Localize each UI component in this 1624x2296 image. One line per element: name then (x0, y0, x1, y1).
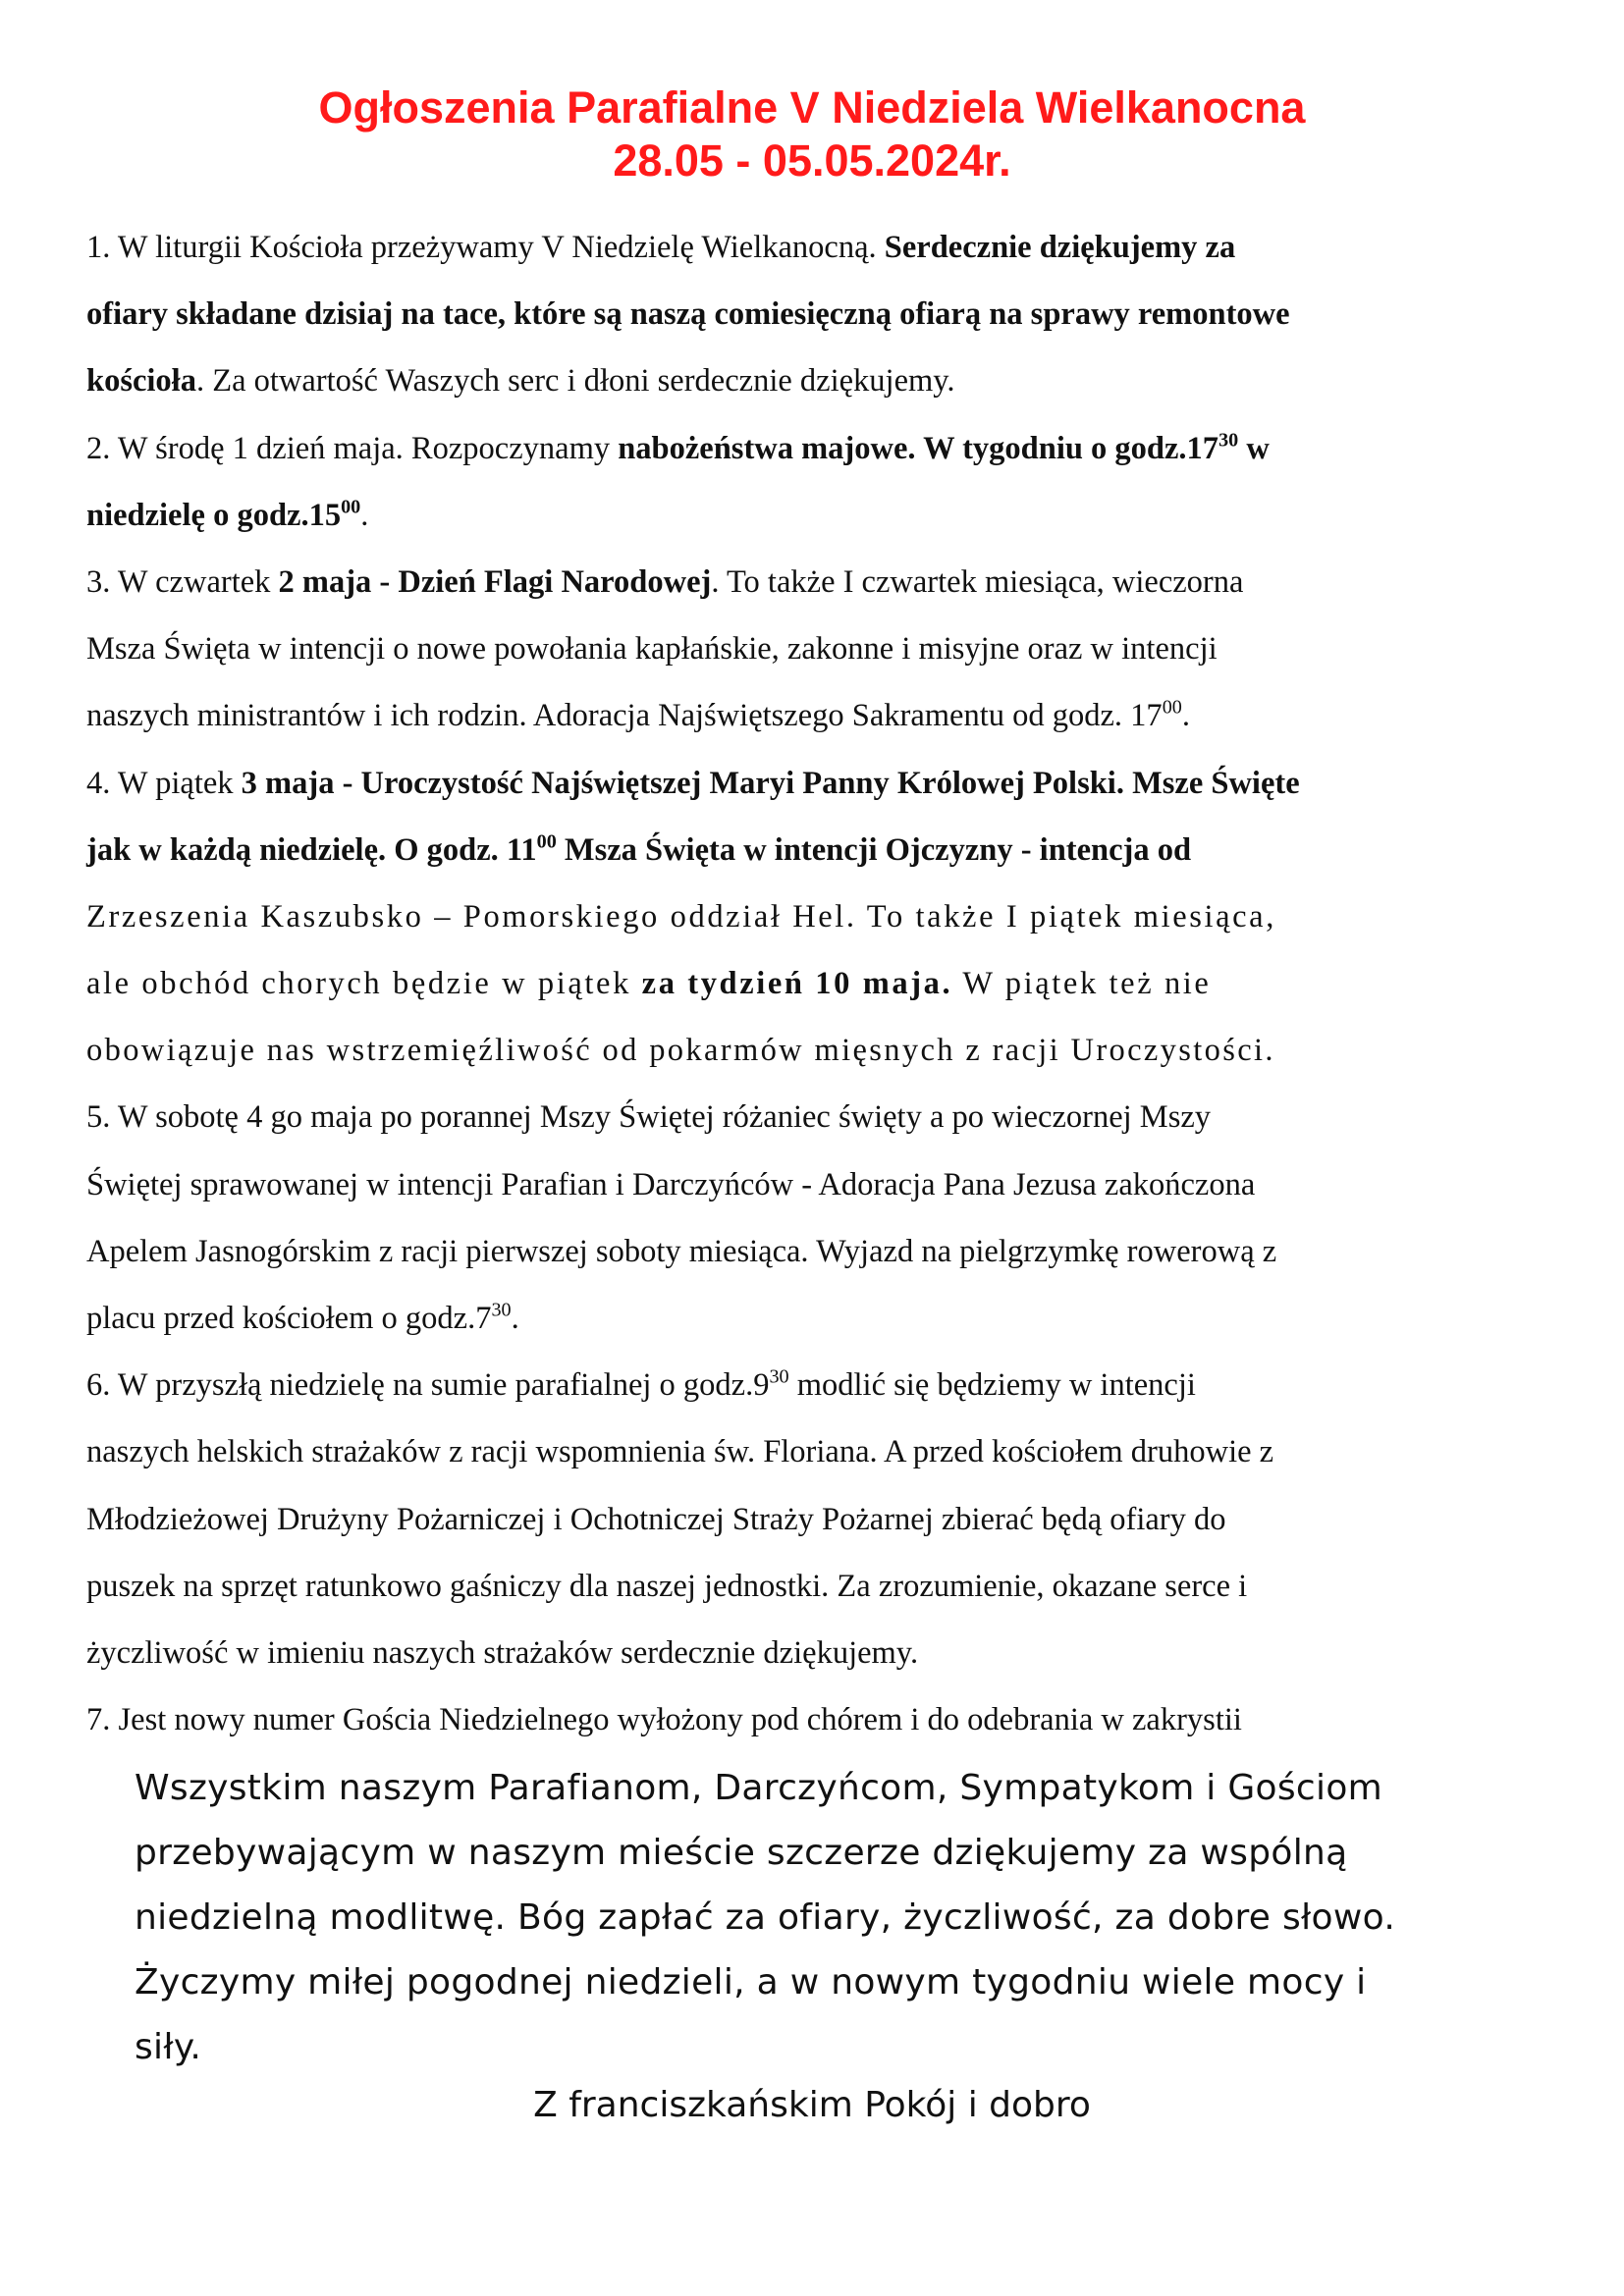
announcement-6-line-1: 6. W przyszłą niedzielę na sumie parafialnej o $godz.9^{30}$ modlić się będziemy w intencji (86, 1365, 1196, 1404)
announcement-6-line-2: naszych helskich strażaków z racji wspomnienia św. Floriana. A przed kościołem druhowie z (86, 1434, 1274, 1470)
announcement-6-line-5: życzliwość w imieniu naszych strażaków serdecznie dziękujemy. (86, 1634, 919, 1671)
announcement-4-line-1: 4. W piątek 3 maja - Uroczystość Najświętszej Maryi Panny Królowej Polski. Msze Święte (86, 765, 1300, 801)
page-title: Ogłoszenia Parafialne V Niedziela Wielkanocna (318, 82, 1306, 133)
closing-line-5: siły. (135, 2027, 202, 2067)
announcement-4-line-4: ale obchód chorych będzie w piątek za tydzień 10 maja. W piątek też nie (86, 966, 1212, 1002)
announcements-body (86, 214, 1540, 1753)
announcement-2-line-1: 2. W środę 1 dzień maja. Rozpoczynamy nabożeństwa majowe. W tygodniu o $godz.17^{30}$ w (86, 429, 1270, 466)
announcement-3-line-3: naszych ministrantów i ich rodzin. Adoracja Najświętszego Sakramentu od godz. $17^{00}$. (86, 696, 1190, 734)
announcement-5-line-2: Świętej sprawowanej w intencji Parafian i Darczyńców - Adoracja Pana Jezusa zakończona (86, 1166, 1256, 1202)
announcement-6-line-3: Młodzieżowej Drużyny Pożarniczej i Ochotniczej Straży Pożarnej zbierać będą ofiary do (86, 1501, 1226, 1537)
closing-line-1: Wszystkim naszym Parafianom, Darczyńcom, Sympatykom i Gościom (135, 1768, 1383, 1808)
announcement-1-line-1: 1. W liturgii Kościoła przeżywamy V Niedzielę Wielkanocną. Serdecznie dziękujemy za (86, 230, 1236, 265)
announcement-4-line-2: jak w każdą niedzielę. O godz. $11^{00}$ Msza Święta w intencji Ojczyzny - intencja od (86, 830, 1192, 868)
announcement-3-line-1: 3. W czwartek 2 maja - Dzień Flagi Narodowej. To także I czwartek miesiąca, wieczorna (86, 563, 1244, 600)
closing-line-4: Życzymy miłej pogodnej niedzieli, a w nowym tygodniu wiele mocy i (135, 1962, 1367, 2002)
announcement-7-line-1: 7. Jest nowy numer Gościa Niedzielnego wyłożony pod chórem i do odebrania w zakrystii (86, 1702, 1242, 1738)
announcement-1-line-3: kościoła. Za otwartość Waszych serc i dłoni serdecznie dziękujemy. (86, 363, 955, 400)
closing-line-2: przebywającym w naszym mieście szczerze dziękujemy za wspólną (135, 1833, 1348, 1873)
announcement-5-line-1: 5. W sobotę 4 go maja po porannej Mszy Świętej różaniec święty a po wieczornej Mszy (86, 1099, 1212, 1136)
announcement-1-line-2: ofiary składane dzisiaj na tace, które są naszą comiesięczną ofiarą na sprawy remontowe (86, 296, 1290, 333)
announcement-2-line-2: niedzielę o $godz.15^{00}$. (86, 496, 369, 533)
announcement-3-line-2: Msza Święta w intencji o nowe powołania kapłańskie, zakonne i misyjne oraz w intencji (86, 631, 1218, 667)
announcement-5-line-3: Apelem Jasnogórskim z racji pierwszej soboty miesiąca. Wyjazd na pielgrzymkę rowerową z (86, 1233, 1277, 1269)
announcement-4-line-5: obowiązuje nas wstrzemięźliwość od pokarmów mięsnych z racji Uroczystości. (86, 1033, 1275, 1069)
announcement-4-line-3: Zrzeszenia Kaszubsko – Pomorskiego oddział Hel. To także I piątek miesiąca, (86, 898, 1276, 934)
announcement-5-line-4: placu przed kościołem o $godz.7^{30}$. (86, 1299, 519, 1336)
closing-message (135, 1756, 1558, 2080)
closing-line-3: niedzielną modlitwę. Bóg zapłać za ofiary, życzliwość, za dobre słowo. (135, 1897, 1396, 1938)
page-date-range: 28.05 - 05.05.2024r. (613, 135, 1011, 186)
announcement-6-line-4: puszek na sprzęt ratunkowo gaśniczy dla naszej jednostki. Za zrozumienie, okazane serce i (86, 1568, 1248, 1604)
signature: Z franciszkańskim Pokój i dobro (533, 2085, 1091, 2125)
